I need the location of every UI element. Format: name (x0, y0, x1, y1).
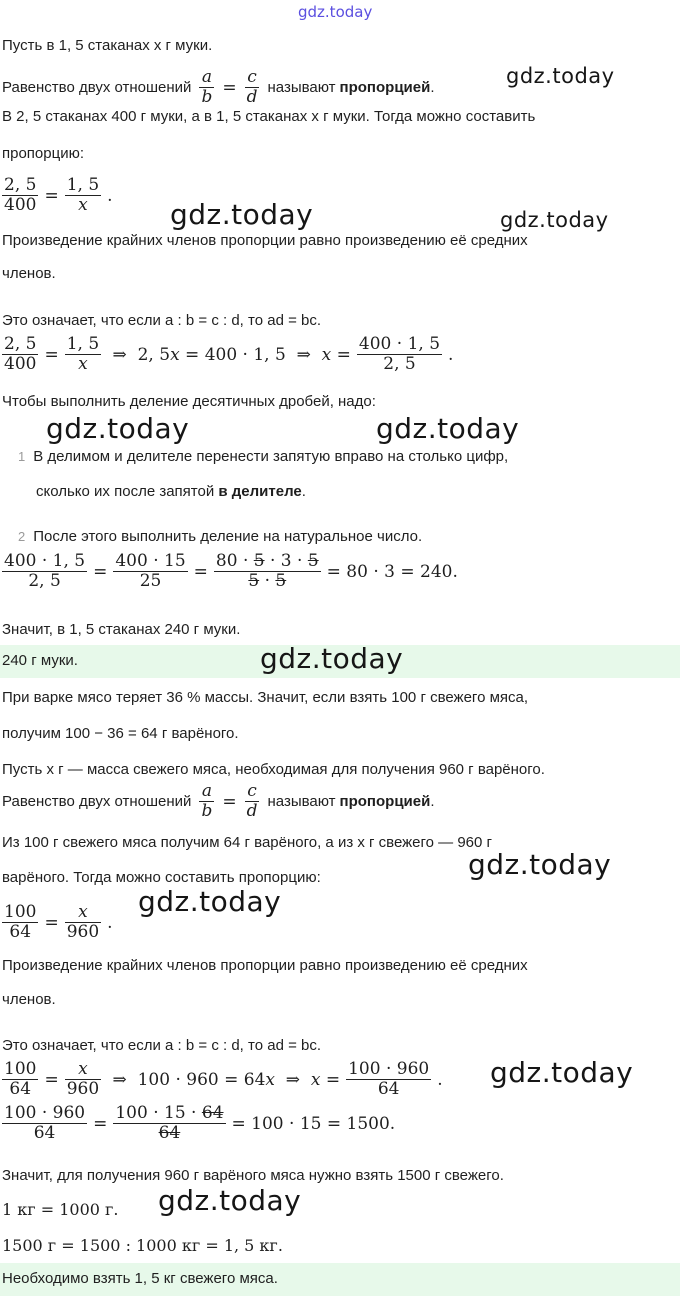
equation-proportion: $\frac{100}{64}$ = $\frac{x}{960}$ . (4, 902, 113, 942)
watermark: gdz.today (500, 208, 609, 232)
equals-sign: = (222, 77, 237, 98)
text-line: Это означает, что если a : b = c : d, то ad = bc. (2, 312, 322, 329)
text-line: членов. (2, 265, 56, 282)
watermark: gdz.today (46, 412, 190, 445)
text: называют (267, 78, 336, 96)
list-item: 1 В делимом и делителе перенести запятую вправо на столько цифр, (18, 448, 509, 465)
term-proportion: пропорцией (339, 78, 431, 96)
fraction: $\frac{2, 5}{400}$ (4, 175, 37, 215)
proportion-definition: Равенство двух отношений $\frac{a}{b}$ = $\frac{c}{d}$ называют пропорцией . (2, 781, 435, 821)
text-line: пропорцию: (2, 145, 85, 162)
answer-text: 240 г муки. (2, 652, 78, 669)
text-line: При варке мясо теряет 36 % массы. Значит, если взять 100 г свежего мяса, (2, 689, 529, 706)
text-line: членов. (2, 991, 56, 1008)
fraction-a-b: $\frac{a}{b}$ (201, 67, 213, 107)
text: Равенство двух отношений (2, 78, 192, 96)
watermark: gdz.today (490, 1056, 634, 1089)
equation-division: $\frac{100 \cdot 960}{64}$ = $\frac{100 \cdot 15 \cdot 64}{64}$ = 100 · 15 = 1500. (4, 1103, 396, 1143)
watermark: gdz.today (376, 412, 520, 445)
watermark: gdz.today (170, 198, 314, 231)
watermark: gdz.today (506, 64, 615, 88)
equation-division: $\frac{400 \cdot 1, 5}{2, 5}$ = $\frac{400 \cdot 15}{25}$ = $\frac{80 \cdot 5 \cdot 3 \cdot 5}{5 \cdot 5}$ = 80 · 3 = 240. (4, 551, 458, 591)
equation-solution: $\frac{100}{64}$ = $\frac{x}{960}$ ⇒ 100 · 960 = 64x ⇒ x = $\frac{100 \cdot 960}{64}$ . (4, 1059, 443, 1099)
text-line: Из 100 г свежего мяса получим 64 г варёного, а из x г свежего — 960 г (2, 834, 493, 851)
list-item-continuation: сколько их после запятой в делителе. (36, 483, 306, 500)
answer-text: Необходимо взять 1, 5 кг свежего мяса. (2, 1270, 278, 1287)
proportion-definition: Равенство двух отношений $\frac{a}{b}$ = $\frac{c}{d}$ называют пропорцией . (2, 67, 435, 107)
text-line: 1 кг = 1000 г. (2, 1200, 119, 1219)
watermark-top: gdz.today (298, 3, 373, 21)
text-line: Произведение крайних членов пропорции равно произведению её средних (2, 232, 528, 249)
list-item: 2 После этого выполнить деление на натуральное число. (18, 528, 423, 545)
text-line: Значит, в 1, 5 стаканах 240 г муки. (2, 621, 241, 638)
watermark: gdz.today (158, 1184, 302, 1217)
fraction-c-d: $\frac{c}{d}$ (246, 67, 258, 107)
answer-box (0, 1263, 680, 1296)
text-line: Пусть в 1, 5 стаканах x г муки. (2, 37, 213, 54)
text-line: Произведение крайних членов пропорции равно произведению её средних (2, 957, 528, 974)
fraction: $\frac{1, 5}{x}$ (66, 175, 100, 215)
text-line: варёного. Тогда можно составить пропорцию: (2, 869, 321, 886)
text-line: Значит, для получения 960 г варёного мяса нужно взять 1500 г свежего. (2, 1167, 504, 1184)
text-line: Это означает, что если a : b = c : d, то ad = bc. (2, 1037, 322, 1054)
text-line: получим 100 − 36 = 64 г варёного. (2, 725, 239, 742)
watermark: gdz.today (468, 848, 612, 881)
text-line: Чтобы выполнить деление десятичных дробей, надо: (2, 393, 376, 410)
text-line: В 2, 5 стаканах 400 г муки, а в 1, 5 стаканах x г муки. Тогда можно составить (2, 108, 536, 125)
equation-solution: $\frac{2, 5}{400}$ = $\frac{1, 5}{x}$ ⇒ 2, 5x = 400 · 1, 5 ⇒ x = $\frac{400 \cdot 1, 5}{2, 5}$ . (4, 334, 454, 374)
watermark: gdz.today (260, 642, 404, 675)
text-line: Пусть x г — масса свежего мяса, необходимая для получения 960 г варёного. (2, 761, 545, 778)
text-line: 1500 г = 1500 : 1000 кг = 1, 5 кг. (2, 1236, 283, 1255)
equation-proportion: $\frac{2, 5}{400}$ = $\frac{1, 5}{x}$ . (4, 175, 113, 215)
watermark: gdz.today (138, 885, 282, 918)
